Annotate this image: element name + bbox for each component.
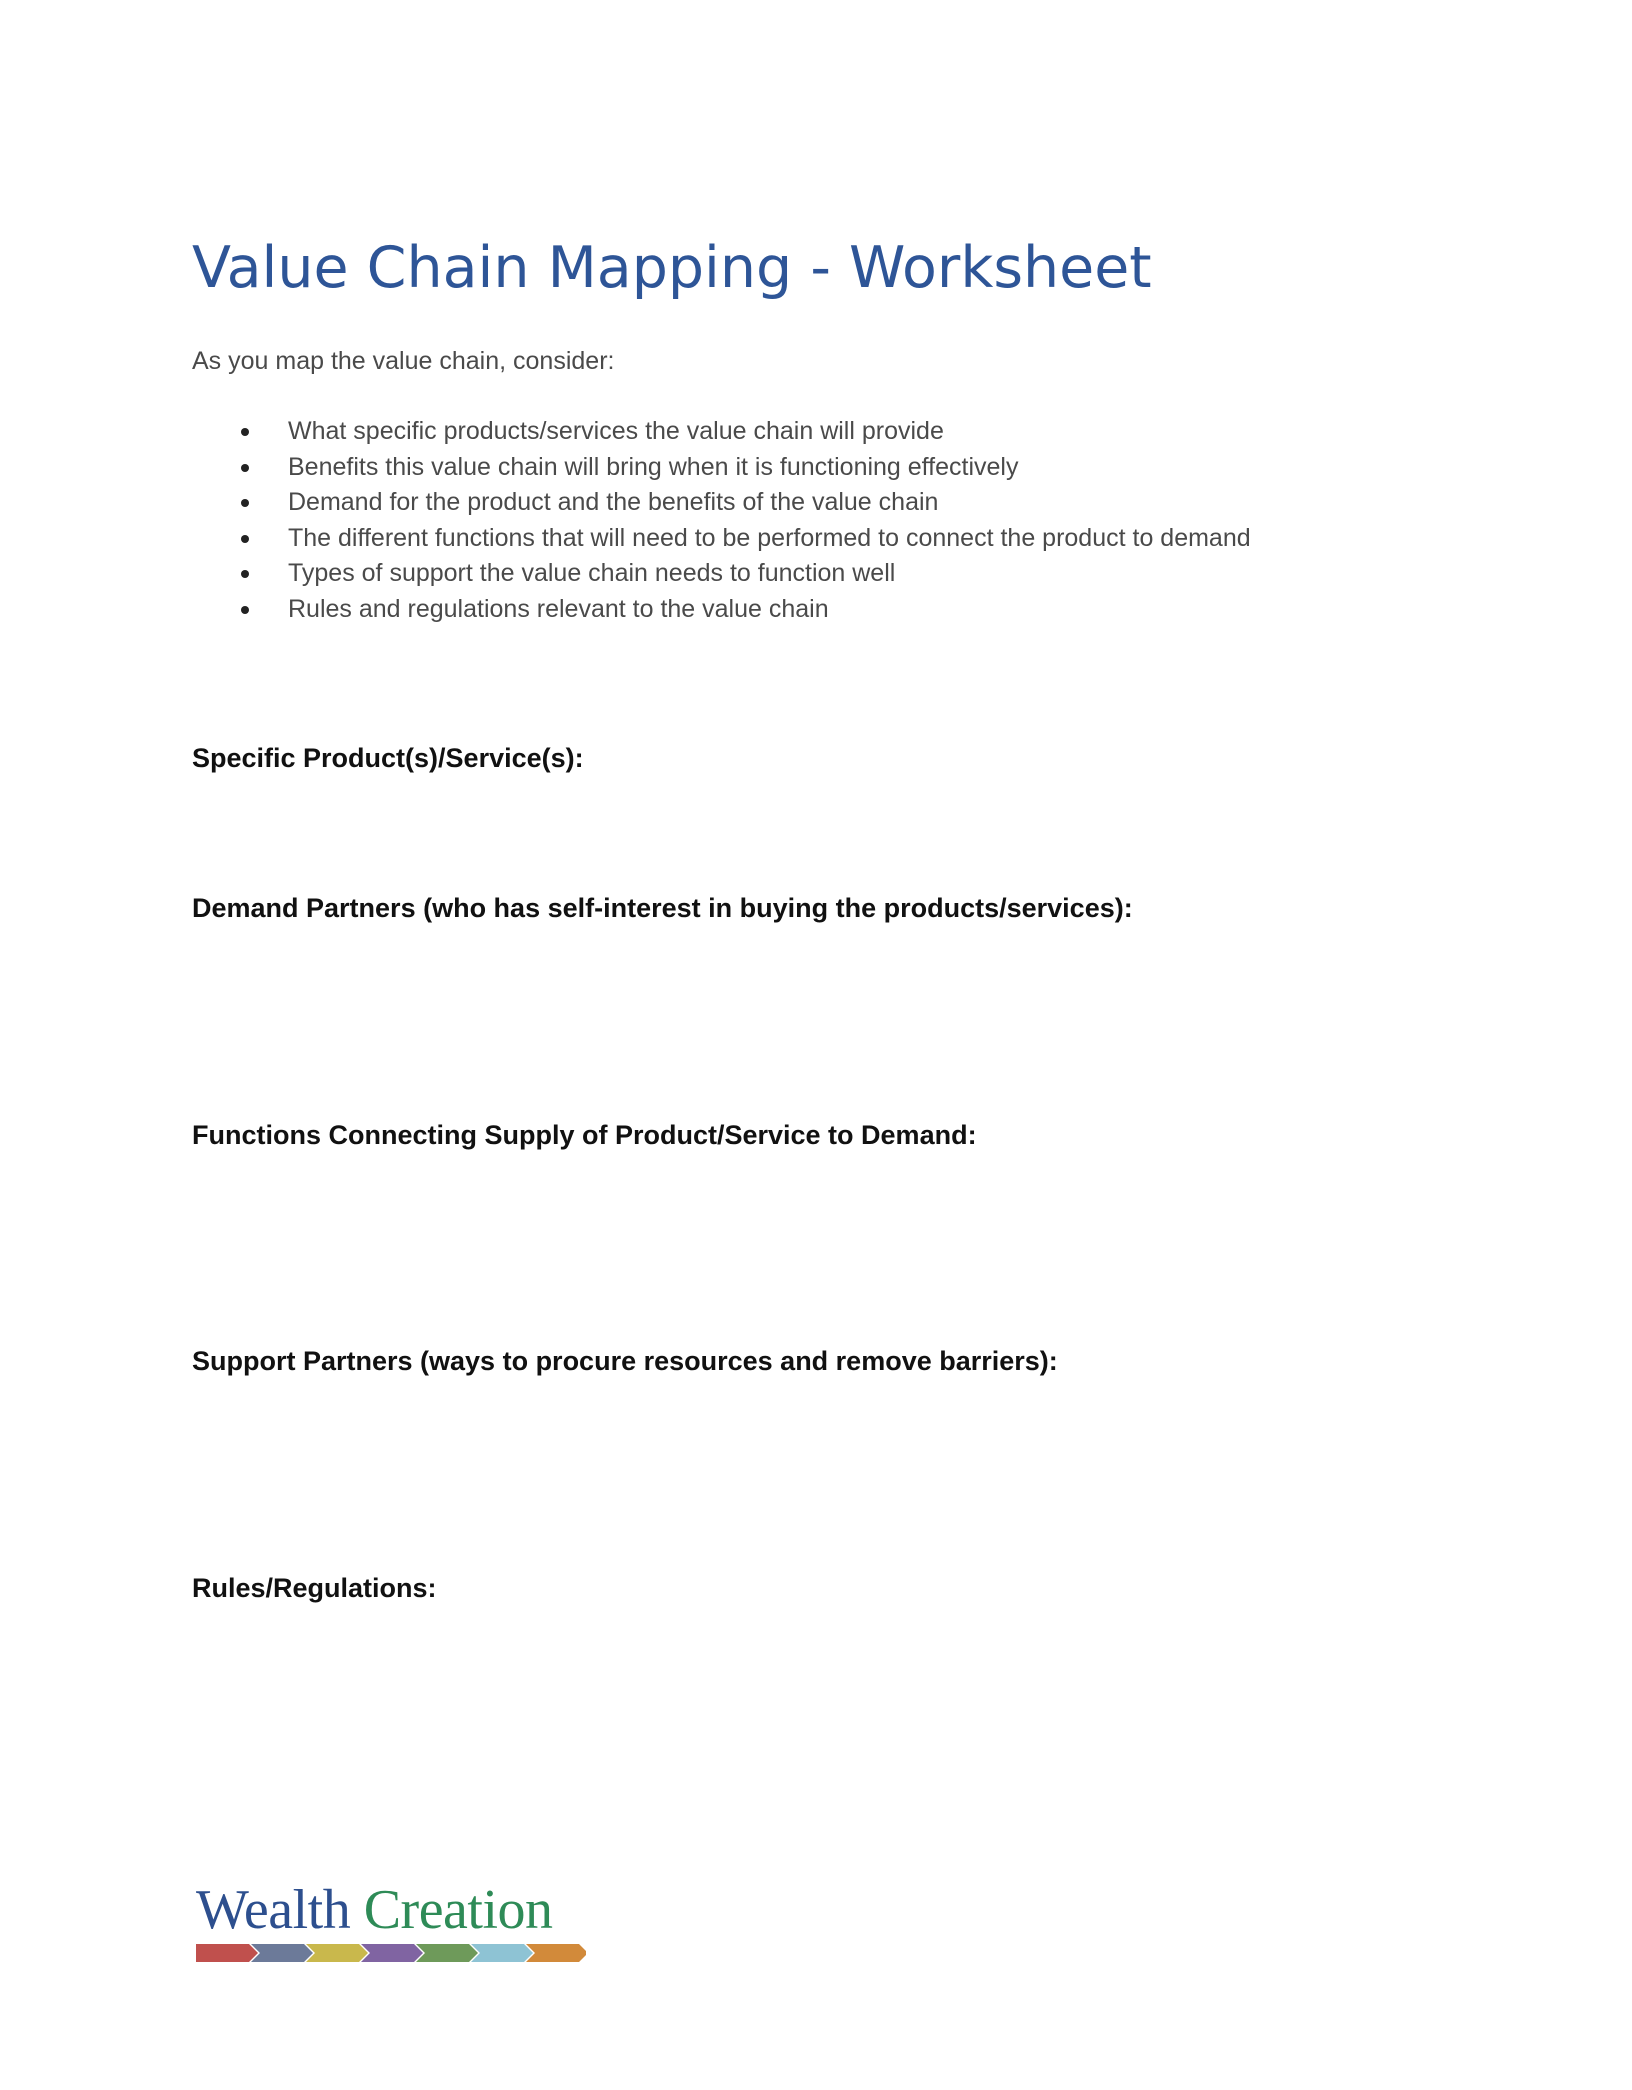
list-item: [192, 521, 1251, 557]
logo-chevron: [416, 1944, 478, 1962]
list-item-text: What specific products/services the value chain will provide: [288, 417, 944, 445]
consider-list: [192, 414, 1251, 628]
wealth-creation-logo: [196, 1880, 596, 1966]
bullet-icon: [241, 570, 249, 578]
list-item-text: The different functions that will need to be performed to connect the product to demand: [288, 523, 1251, 552]
section-label-functions: Functions Connecting Supply of Product/Service to Demand:: [192, 1120, 977, 1150]
list-item-text: Rules and regulations relevant to the value chain: [288, 594, 829, 623]
logo-chevron: [526, 1944, 586, 1962]
logo-word-wealth: Wealth: [196, 1879, 351, 1941]
list-item-text: Types of support the value chain needs to function well: [288, 559, 896, 588]
logo-chevron: [251, 1944, 313, 1962]
page-title: Value Chain Mapping - Worksheet: [192, 235, 1152, 301]
bullet-icon: [241, 535, 249, 543]
section-label-support-partners: Support Partners (ways to procure resources and remove barriers):: [192, 1346, 1058, 1376]
logo-chevron: [471, 1944, 533, 1962]
logo-chevron: [196, 1944, 258, 1962]
section-label-demand-partners: Demand Partners (who has self-interest in buying the products/services):: [192, 893, 1133, 923]
list-item: [192, 485, 1251, 521]
bullet-icon: [241, 464, 249, 472]
section-label-rules: Rules/Regulations:: [192, 1573, 437, 1603]
list-item: [192, 556, 1251, 592]
logo-chevron: [361, 1944, 423, 1962]
intro-text: As you map the value chain, consider:: [192, 347, 615, 375]
bullet-icon: [241, 499, 249, 507]
section-label-products: Specific Product(s)/Service(s):: [192, 743, 584, 773]
chevron-band-icon: [196, 1942, 586, 1964]
list-item: [192, 450, 1251, 486]
bullet-icon: [241, 606, 249, 614]
logo-wordmark: [196, 1880, 553, 1940]
list-item: [192, 414, 1251, 450]
logo-word-creation: Creation: [363, 1879, 553, 1941]
list-item: [192, 592, 1251, 628]
logo-chevron: [306, 1944, 368, 1962]
list-item-text: Demand for the product and the benefits of the value chain: [288, 488, 939, 517]
bullet-icon: [241, 428, 249, 436]
list-item-text: Benefits this value chain will bring when it is functioning effectively: [288, 452, 1019, 481]
